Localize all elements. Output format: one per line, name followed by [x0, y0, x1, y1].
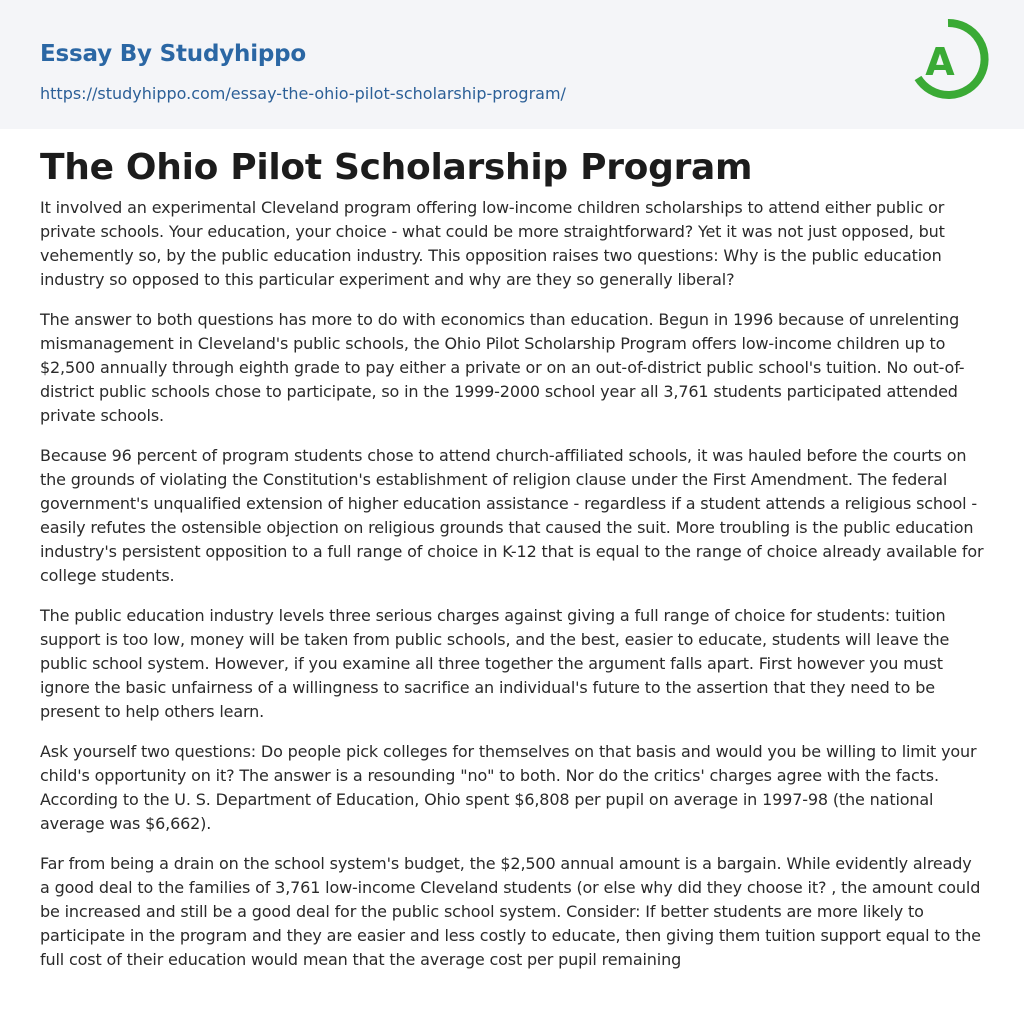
logo-letter: A — [925, 40, 955, 84]
paragraph-1: It involved an experimental Cleveland program offering low-income children scholarships to attend either public or private schools. Your education, your choice - what could be more straightforward? Yet it was not just opposed, but vehemently so, by the public education industry. This opposition raises two questions: Why is the public education industry so opposed to this particular experiment and why are they so generally liberal? — [40, 198, 945, 289]
essay-url-link[interactable]: https://studyhippo.com/essay-the-ohio-pilot-scholarship-program/ — [40, 84, 566, 103]
paragraph-6: Far from being a drain on the school system's budget, the $2,500 annual amount is a bargain. While evidently already a good deal to the families of 3,761 low-income Cleveland students (or else why did they choose it? , the amount could be increased and still be a good deal for the public school system. Consider: If better students are more likely to participate in the program and they are easier and less costly to educate, then giving them tuition support equal to the full cost of their education would mean that the average cost per pupil remaining — [40, 854, 981, 969]
site-brand[interactable]: Essay By Studyhippo — [40, 41, 307, 67]
page-title: The Ohio Pilot Scholarship Program — [40, 147, 753, 188]
paragraph-3: Because 96 percent of program students chose to attend church-affiliated schools, it was hauled before the courts on the grounds of violating the Constitution's establishment of religion clause under the First Amendment. The federal government's unqualified extension of higher education assistance - regardless if a student attends a religious school - easily refutes the ostensible objection on religious grounds that caused the suit. More troubling is the public education industry's persistent opposition to a full range of choice in K-12 that is equal to the range of choice already available for college students. — [40, 446, 984, 585]
essay-body — [40, 196, 984, 988]
paragraph-4: The public education industry levels three serious charges against giving a full range of choice for students: tuition support is too low, money will be taken from public schools, and the best, easier to educate, students will leave the public school system. However, if you examine all three together the argument falls apart. First however you must ignore the basic unfairness of a willingness to sacrifice an individual's future to the assertion that they need to be present to help others learn. — [40, 606, 950, 721]
site-header — [0, 0, 1024, 129]
studyhippo-logo-icon[interactable] — [911, 17, 989, 107]
paragraph-2: The answer to both questions has more to do with economics than education. Begun in 1996 because of unrelenting mismanagement in Cleveland's public schools, the Ohio Pilot Scholarship Program offers low-income children up to $2,500 annually through eighth grade to pay either a private or on an out-of-district public school's tuition. No out-of-district public schools chose to participate, so in the 1999-2000 school year all 3,761 students participated attended private schools. — [40, 310, 965, 425]
paragraph-5: Ask yourself two questions: Do people pick colleges for themselves on that basis and would you be willing to limit your child's opportunity on it? The answer is a resounding "no" to both. Nor do the critics' charges agree with the facts. According to the U. S. Department of Education, Ohio spent $6,808 per pupil on average in 1997-98 (the national average was $6,662). — [40, 742, 977, 833]
